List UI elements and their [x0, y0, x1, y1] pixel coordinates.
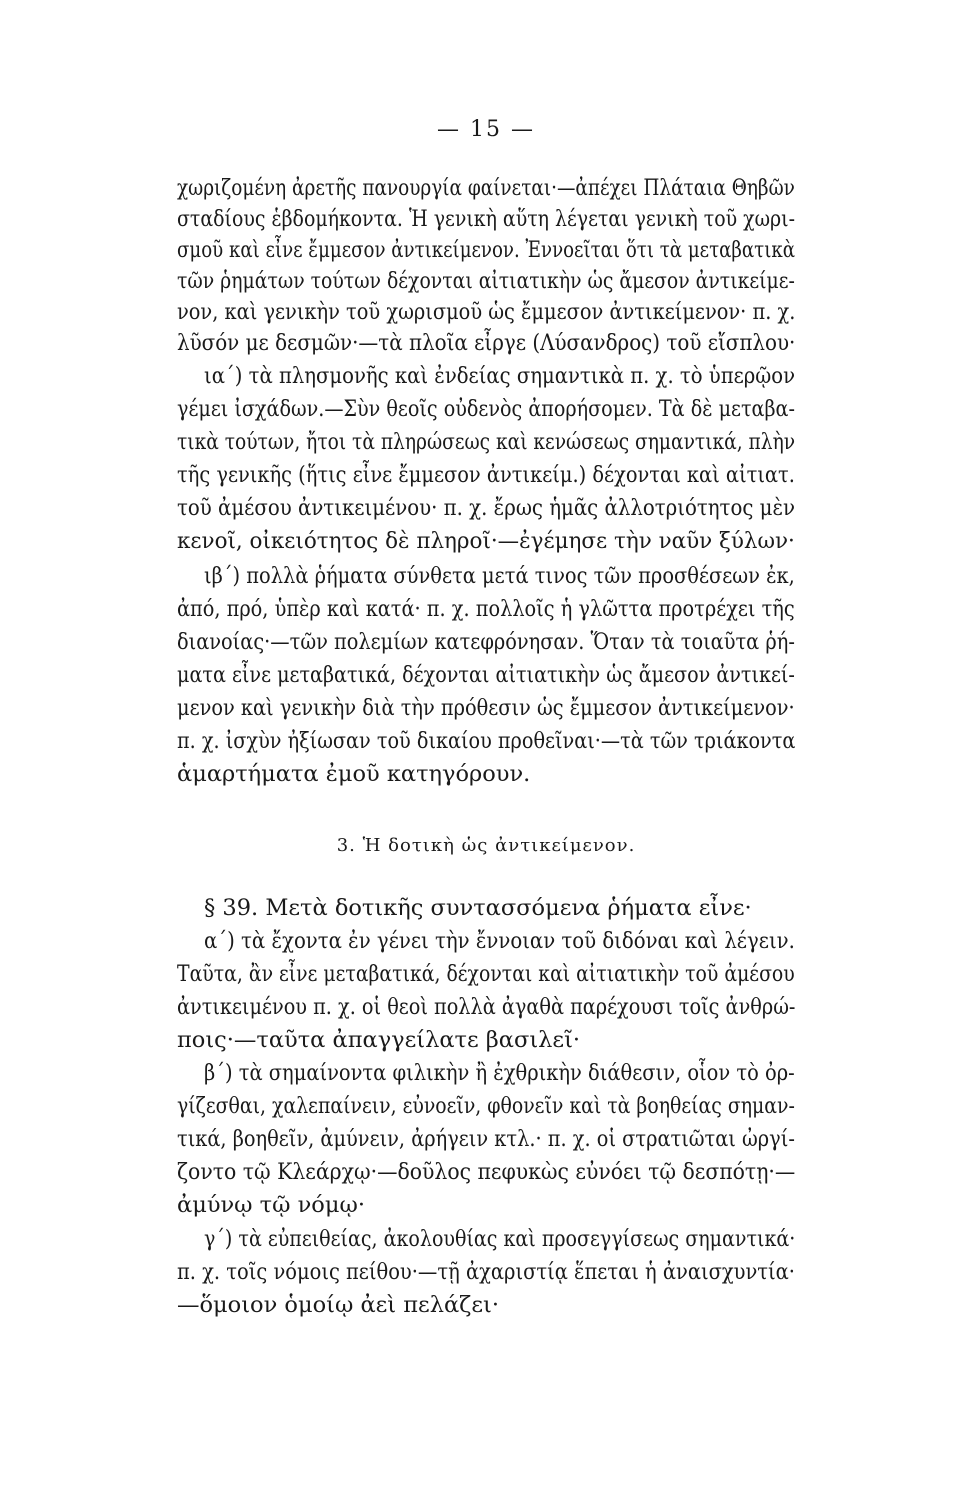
- text-line: ματα εἶνε μεταβατικά, δέχονται αἰτιατικὴν ὡς ἄμεσον ἀντικεί-: [177, 662, 795, 688]
- text-line: γίζεσθαι, χαλεπαίνειν, εὐνοεῖν, φθονεῖν καὶ τὰ βοηθείας σημαν-: [177, 1093, 795, 1119]
- text-line: § 39. Μετὰ δοτικῆς συντασσόμενα ῥήματα εἶνε·: [204, 895, 752, 921]
- text-line: μενον καὶ γενικὴν διὰ τὴν πρόθεσιν ὡς ἔμμεσον ἀντικείμενον·: [177, 695, 795, 721]
- text-line: ποις·—ταῦτα ἀπαγγείλατε βασιλεῖ·: [177, 1027, 581, 1053]
- text-line: τῶν ῥημάτων τούτων δέχονται αἰτιατικὴν ὡς ἄμεσον ἀντικείμε-: [177, 268, 795, 294]
- text-line: σμοῦ καὶ εἶνε ἔμμεσον ἀντικείμενον. Ἐννοεῖται ὅτι τὰ μεταβατικὰ: [177, 237, 796, 263]
- text-line: ια΄) τὰ πλησμονῆς καὶ ἐνδείας σημαντικὰ π. χ. τὸ ὑπερῷον: [204, 363, 796, 389]
- text-line: β΄) τὰ σημαίνοντα φιλικὴν ἢ ἐχθρικὴν διάθεσιν, οἷον τὸ ὀρ-: [204, 1060, 795, 1086]
- text-line: π. χ. ἰσχὺν ἠξίωσαν τοῦ δικαίου προθεῖναι·—τὰ τῶν τριάκοντα: [177, 728, 796, 754]
- text-line: γέμει ἰσχάδων.—Σὺν θεοῖς οὐδενὸς ἀπορήσομεν. Τὰ δὲ μεταβα-: [177, 396, 795, 422]
- text-line: τικά, βοηθεῖν, ἀμύνειν, ἀρήγειν κτλ.· π. χ. οἱ στρατιῶται ὠργί-: [177, 1126, 795, 1152]
- section-heading: 3. Ἡ δοτικὴ ὡς ἀντικείμενον.: [336, 835, 636, 856]
- text-line: ιβ΄) πολλὰ ῥήματα σύνθετα μετά τινος τῶν προσθέσεων ἐκ,: [204, 563, 795, 589]
- text-line: —ὅμοιον ὁμοίῳ ἀεὶ πελάζει·: [177, 1292, 499, 1318]
- text-line: ζοντο τῷ Κλεάρχῳ·—δοῦλος πεφυκὼς εὐνόει τῷ δεσπότῃ·—: [177, 1159, 796, 1185]
- text-line: τῆς γενικῆς (ἥτις εἶνε ἔμμεσον ἀντικείμ.) δέχονται καὶ αἰτιατ.: [177, 462, 795, 488]
- text-line: ἀμύνῳ τῷ νόμῳ·: [177, 1192, 365, 1218]
- text-line: γ΄) τὰ εὐπειθείας, ἀκολουθίας καὶ προσεγγίσεως σημαντικά·: [204, 1226, 796, 1252]
- page-number: — 15 —: [437, 117, 535, 142]
- text-line: τικὰ τούτων, ἤτοι τὰ πληρώσεως καὶ κενώσεως σημαντικά, πλὴν: [177, 429, 796, 455]
- text-line: ἀντικειμένου π. χ. οἱ θεοὶ πολλὰ ἀγαθὰ παρέχουσι τοῖς ἀνθρώ-: [177, 994, 796, 1020]
- text-line: ἁμαρτήματα ἐμοῦ κατηγόρουν.: [177, 761, 531, 787]
- text-line: χωριζομένη ἀρετῆς πανουργία φαίνεται·—ἀπέχει Πλάταια Θηβῶν: [177, 175, 795, 201]
- text-line: νον, καὶ γενικὴν τοῦ χωρισμοῦ ὡς ἔμμεσον ἀντικείμενον· π. χ.: [177, 299, 796, 325]
- text-line: π. χ. τοῖς νόμοις πείθου·—τῇ ἀχαριστίᾳ ἕπεται ἡ ἀναισχυντία·: [177, 1259, 795, 1285]
- text-line: κενοῖ, οἰκειότητος δὲ πληροῖ·—ἐγέμησε τὴν ναῦν ξύλων·: [177, 528, 795, 554]
- text-line: διανοίας·—τῶν πολεμίων κατεφρόνησαν. Ὅταν τὰ τοιαῦτα ῥή-: [177, 629, 795, 655]
- text-line: λῦσόν με δεσμῶν·—τὰ πλοῖα εἶργε (Λύσανδρος) τοῦ εἴσπλου·: [177, 330, 796, 356]
- text-line: τοῦ ἀμέσου ἀντικειμένου· π. χ. ἔρως ἡμᾶς ἀλλοτριότητος μὲν: [177, 495, 796, 521]
- text-line: σταδίους ἑβδομήκοντα. Ἡ γενικὴ αὕτη λέγεται γενικὴ τοῦ χωρι-: [177, 206, 795, 232]
- text-line: Ταῦτα, ἂν εἶνε μεταβατικά, δέχονται καὶ αἰτιατικὴν τοῦ ἀμέσου: [177, 961, 795, 987]
- text-line: α΄) τὰ ἔχοντα ἐν γένει τὴν ἔννοιαν τοῦ διδόναι καὶ λέγειν.: [204, 928, 795, 954]
- text-line: ἀπό, πρό, ὑπὲρ καὶ κατά· π. χ. πολλοῖς ἡ γλῶττα προτρέχει τῆς: [177, 596, 795, 622]
